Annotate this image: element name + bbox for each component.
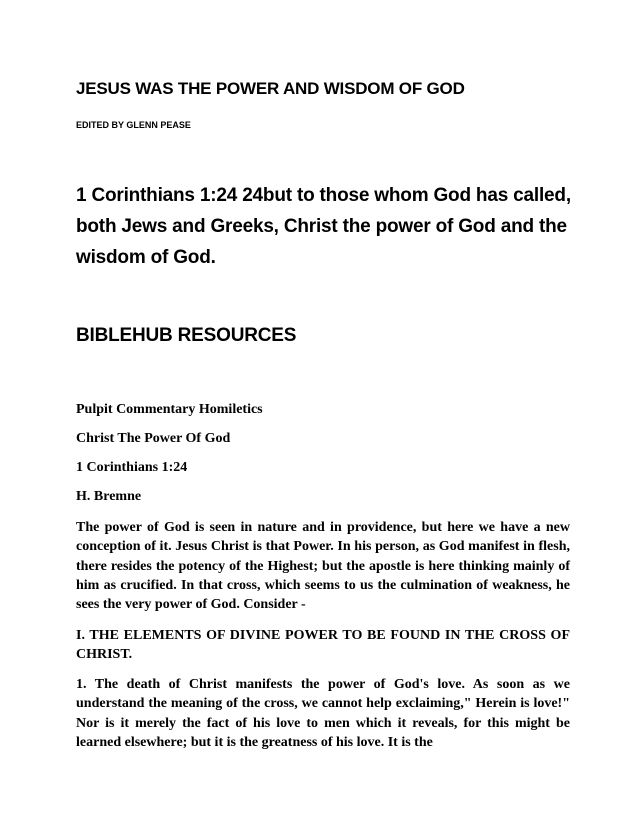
section-point-heading: I. THE ELEMENTS OF DIVINE POWER TO BE FOUND IN THE CROSS OF CHRIST. — [76, 628, 570, 663]
body-paragraph: 1. The death of Christ manifests the power of God's love. As soon as we understand the meaning of the cross, we cannot help exclaiming," Herein is love!" Nor is it merely the fact of his love to men which it reveals, for this might be learned elsewhere; but it is the greatness of his love. It is the — [76, 677, 570, 750]
scripture-reference: 1 Corinthians 1:24 — [76, 460, 188, 475]
body-paragraph: The power of God is seen in nature and in providence, but here we have a new conception of it. Jesus Christ is that Power. In his person, as God manifest in flesh, there resides the potency of the Highest; but the apostle is here thinking mainly of him as crucified. In that cross, which seems to us the culmination of weakness, he sees the very power of God. Consider - — [76, 520, 570, 613]
document-title: JESUS WAS THE POWER AND WISDOM OF GOD — [76, 79, 465, 98]
editor-credit: EDITED BY GLENN PEASE — [76, 120, 191, 130]
author-name: H. Bremne — [76, 489, 142, 504]
sermon-title: Christ The Power Of God — [76, 431, 231, 446]
scripture-passage: 1 Corinthians 1:24 24but to those whom God has called, both Jews and Greeks, Christ the power of God and the wisdom of God. — [76, 185, 571, 268]
section-heading: BIBLEHUB RESOURCES — [76, 325, 297, 346]
source-label: Pulpit Commentary Homiletics — [76, 402, 263, 417]
